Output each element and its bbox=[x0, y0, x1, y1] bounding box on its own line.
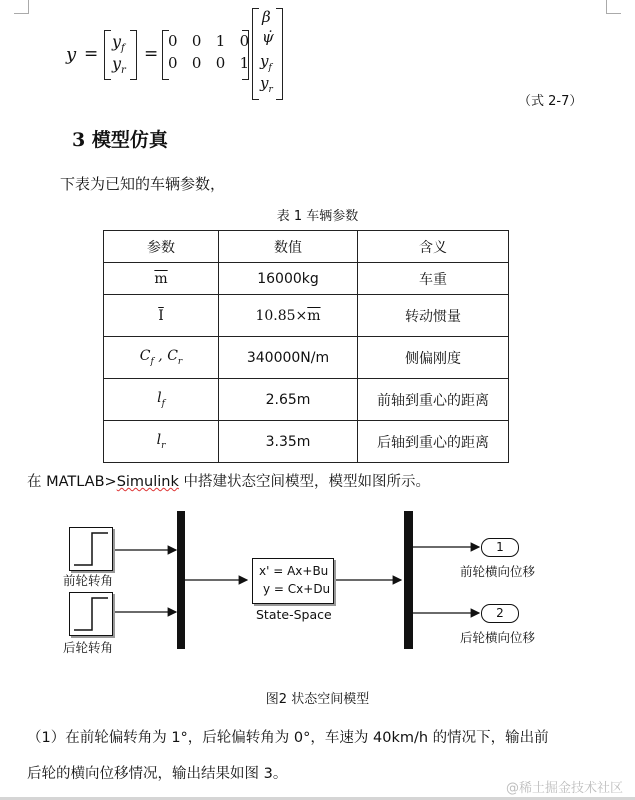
param-stiffness: $C_f$ , $C_r$ bbox=[104, 337, 219, 379]
matrix-row-1: 0 0 1 0 bbox=[168, 32, 250, 50]
page-corner-mark bbox=[606, 0, 621, 14]
param-lf: $l_f$ bbox=[104, 379, 219, 421]
intro-text: 下表为已知的车辆参数， bbox=[60, 175, 226, 193]
outport-1[interactable]: 1 bbox=[481, 538, 519, 557]
eq-yr: $y_r$ bbox=[112, 54, 126, 77]
eq-lhs: y bbox=[66, 44, 77, 65]
header-param: 参数 bbox=[104, 231, 219, 263]
value-lf: 2.65m bbox=[219, 379, 358, 421]
parameter-table bbox=[103, 230, 509, 463]
param-lr: $l_r$ bbox=[104, 421, 219, 463]
step-rear-label: 后轮转角 bbox=[63, 640, 114, 655]
simulink-diagram bbox=[0, 505, 635, 665]
bracket-left bbox=[252, 8, 259, 100]
value-stiffness: 340000N/m bbox=[219, 337, 358, 379]
step-front-label: 前轮转角 bbox=[63, 573, 114, 588]
header-meaning: 含义 bbox=[358, 231, 509, 263]
step-icon bbox=[70, 593, 112, 635]
eq-beta: β bbox=[262, 8, 271, 26]
meaning-lr: 后轴到重心的距离 bbox=[358, 421, 509, 463]
model-description: 在 MATLAB>Simulink 中搭建状态空间模型，模型如图所示。 bbox=[27, 474, 431, 490]
equation-tag: （式 2-7） bbox=[518, 94, 583, 109]
table-row bbox=[104, 379, 509, 421]
paragraph-line-1: （1）在前轮偏转角为 1°，后轮偏转角为 0°，车速为 40km/h 的情况下，输出前 bbox=[27, 730, 549, 746]
eq-equals: = bbox=[144, 44, 159, 64]
eq-psi-dot: ψ̇ bbox=[262, 28, 274, 46]
table-row bbox=[104, 263, 509, 295]
paragraph-line-2: 后轮的横向位移情况，输出结果如图 3。 bbox=[27, 766, 288, 782]
matrix-row-2: 0 0 0 1 bbox=[168, 54, 250, 72]
ss-eq2: y = Cx+Du bbox=[263, 582, 331, 596]
simulink-word: Simulink bbox=[116, 474, 179, 490]
table-caption: 表 1 车辆参数 bbox=[276, 209, 359, 224]
meaning-lf: 前轴到重心的距离 bbox=[358, 379, 509, 421]
param-inertia: $\overline{I}$ bbox=[104, 295, 219, 337]
meaning-mass: 车重 bbox=[358, 263, 509, 295]
eq-equals: = bbox=[84, 44, 99, 64]
figure-caption: 图2 状态空间模型 bbox=[265, 692, 370, 707]
ss-eq1: x' = Ax+Bu bbox=[259, 564, 329, 578]
value-mass: 16000kg bbox=[219, 263, 358, 295]
header-value: 数值 bbox=[219, 231, 358, 263]
section-heading: 3 模型仿真 bbox=[72, 129, 168, 151]
table-header-row bbox=[104, 231, 509, 263]
state-space-label: State-Space bbox=[256, 607, 332, 622]
meaning-inertia: 转动惯量 bbox=[358, 295, 509, 337]
value-lr: 3.35m bbox=[219, 421, 358, 463]
state-space-block[interactable] bbox=[252, 558, 334, 604]
table-row bbox=[104, 421, 509, 463]
eq-state-yr: $y_r$ bbox=[260, 74, 273, 95]
bracket-left bbox=[104, 30, 111, 80]
mux-block[interactable] bbox=[177, 511, 185, 649]
outport-2[interactable]: 2 bbox=[481, 604, 519, 623]
table-row bbox=[104, 295, 509, 337]
outport-2-label: 后轮横向位移 bbox=[460, 630, 536, 645]
table-row bbox=[104, 337, 509, 379]
meaning-stiffness: 侧偏刚度 bbox=[358, 337, 509, 379]
bracket-right bbox=[242, 30, 249, 80]
eq-state-yf: $y_f$ bbox=[260, 52, 272, 73]
bracket-right bbox=[276, 8, 283, 100]
step-icon bbox=[70, 528, 112, 570]
step-block-rear[interactable] bbox=[69, 592, 113, 636]
param-mass: $\overline{m}$ bbox=[104, 263, 219, 295]
eq-yf: $y_f$ bbox=[112, 32, 125, 55]
outport-1-label: 前轮横向位移 bbox=[460, 564, 536, 579]
demux-block[interactable] bbox=[404, 511, 413, 649]
value-inertia: $10.85\times\overline{m}$ bbox=[219, 295, 358, 337]
step-block-front[interactable] bbox=[69, 527, 113, 571]
bracket-right bbox=[130, 30, 137, 80]
watermark: @稀土掘金技术社区 bbox=[505, 781, 623, 796]
page-corner-mark bbox=[14, 0, 29, 14]
